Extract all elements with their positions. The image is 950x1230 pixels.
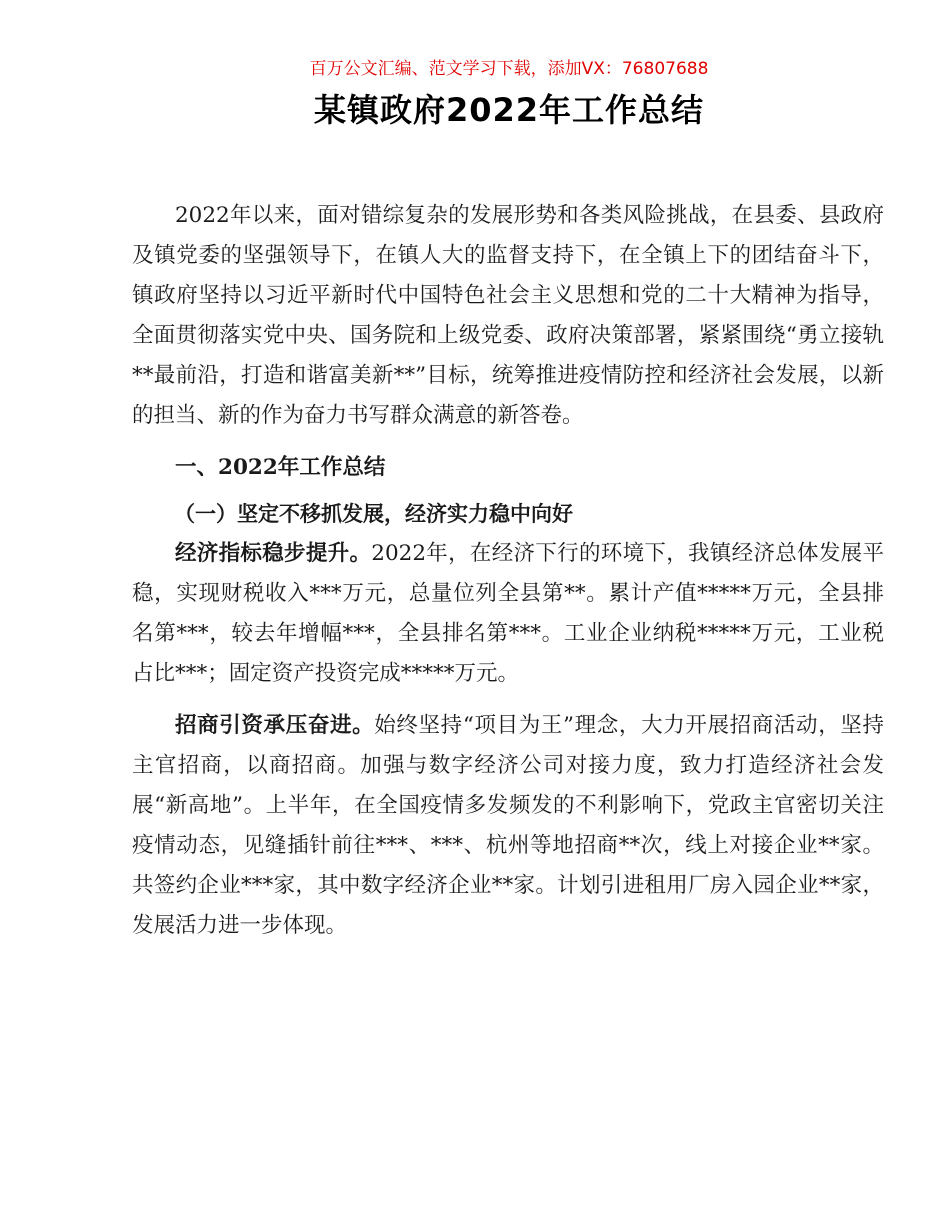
paragraph-text: 始终坚持“项目为王”理念，大力开展招商活动，坚持主官招商，以商招商。加强与数字经济公司对接力度，致力打造经济社会发展“新高地”。上半年，在全国疫情多发频发的不利影响下，党政主官密切关注疫情动态，见缝插针前往***、***、杭州等地招商**次，线上对接企业**家。共签约企业***家，其中数字经济企业**家。计划引进租用厂房入园企业**家，发展活力进一步体现。 bbox=[132, 713, 884, 938]
document-body bbox=[132, 196, 884, 946]
subsection-heading: （一）坚定不移抓发展，经济实力稳中向好 bbox=[174, 502, 573, 526]
watermark-banner: 百万公文汇编、范文学习下载，添加VX：76807688 bbox=[309, 59, 709, 79]
paragraph-lead: 经济指标稳步提升。 bbox=[175, 541, 372, 566]
intro-paragraph: 2022年以来，面对错综复杂的发展形势和各类风险挑战，在县委、县政府及镇党委的坚强领导下，在镇人大的监督支持下，在全镇上下的团结奋斗下，镇政府坚持以习近平新时代中国特色社会主义思想和党的二十大精神为指导，全面贯彻落实党中央、国务院和上级党委、政府决策部署，紧紧围绕“勇立接轨**最前沿，打造和谐富美新**”目标，统筹推进疫情防控和经济社会发展，以新的担当、新的作为奋力书写群众满意的新答卷。 bbox=[132, 203, 884, 428]
economic-indicators-paragraph bbox=[132, 534, 884, 694]
section-heading: 一、2022年工作总结 bbox=[175, 455, 386, 480]
document-title: 某镇政府2022年工作总结 bbox=[313, 91, 705, 129]
investment-paragraph bbox=[132, 706, 884, 946]
paragraph-text: 2022年，在经济下行的环境下，我镇经济总体发展平稳，实现财税收入***万元，总量位列全县第**。累计产值*****万元，全县排名第***，较去年增幅***，全县排名第***。工业企业纳税*****万元，工业税占比***；固定资产投资完成*****万元。 bbox=[132, 541, 884, 686]
paragraph-lead: 招商引资承压奋进。 bbox=[175, 713, 375, 738]
